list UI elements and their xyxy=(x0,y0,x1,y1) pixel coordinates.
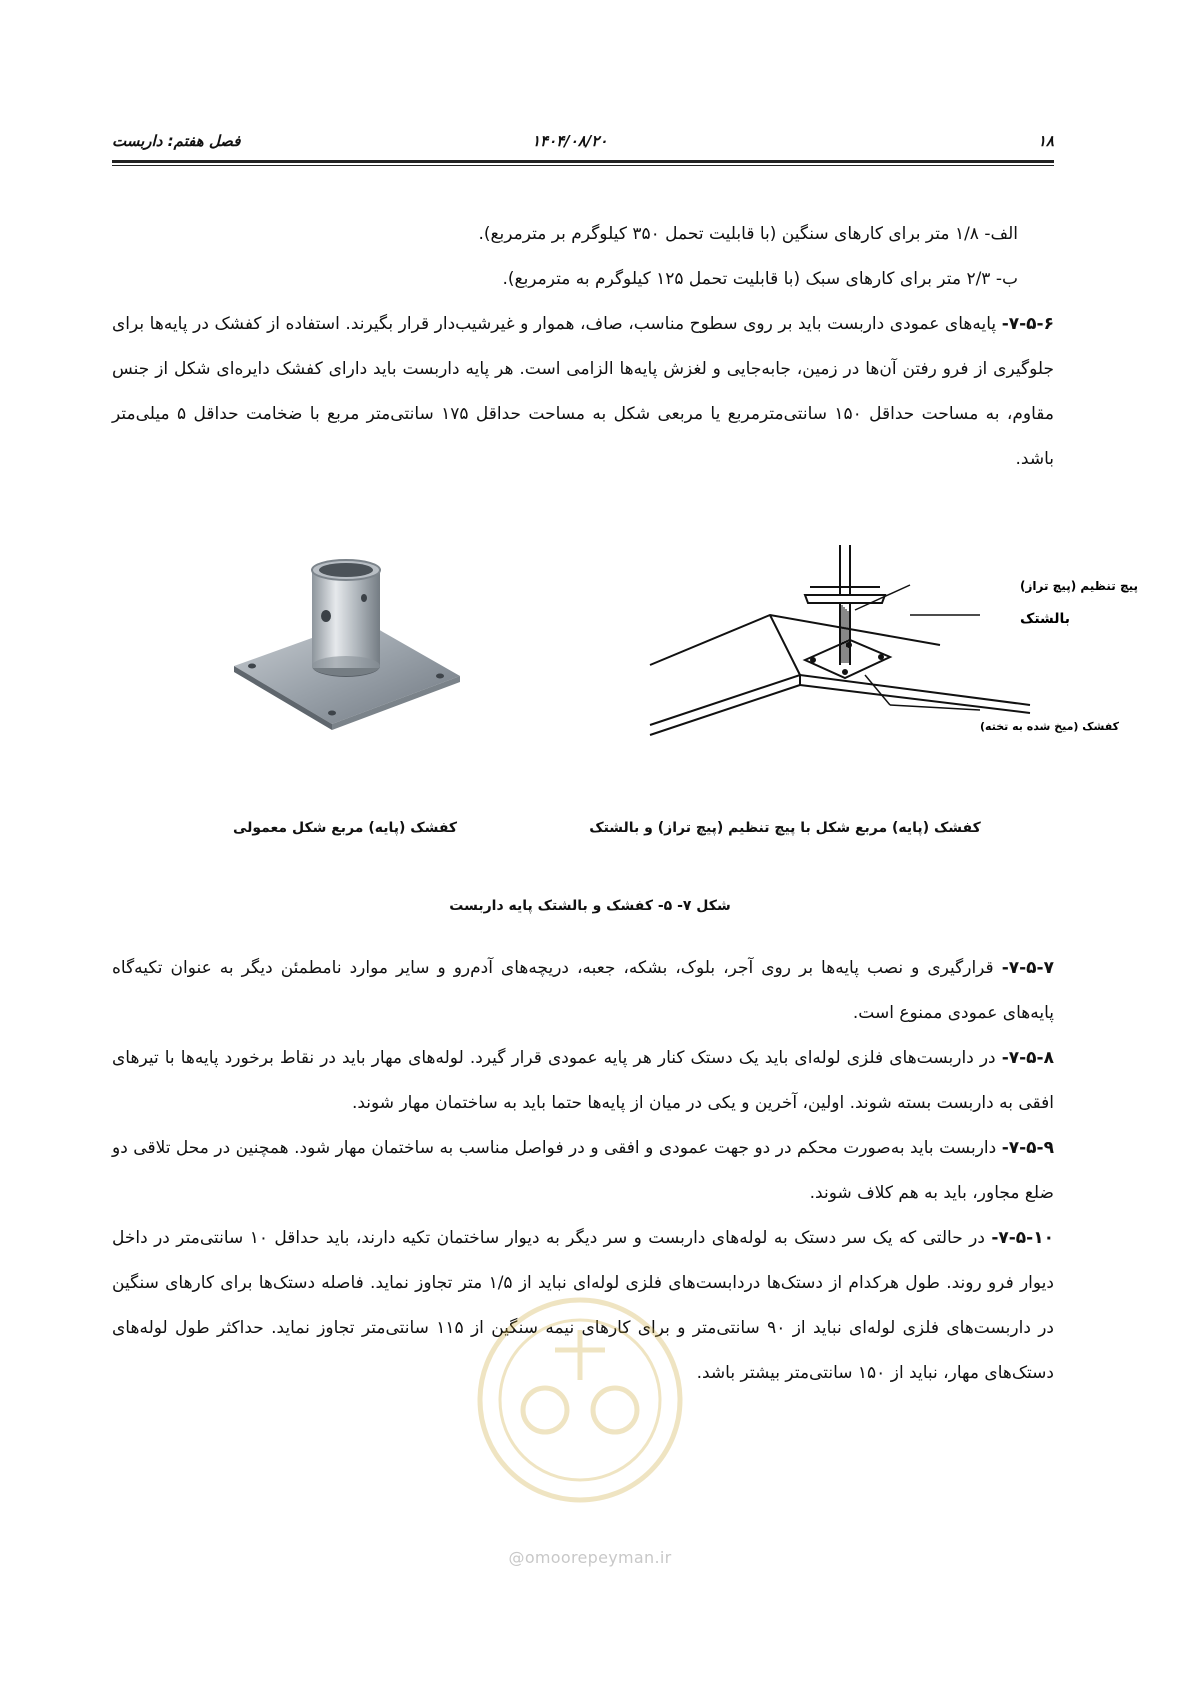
figure-title: شکل ۷- ۵- کفشک و بالشتک پایه داربست xyxy=(449,898,731,914)
clause-number: ۷-۵-۱۰- xyxy=(991,1228,1054,1248)
base-plate-photo xyxy=(224,558,464,778)
page-number: ۱۸ xyxy=(1037,132,1054,150)
label-base-plate: کفشک (میخ شده به تخته) xyxy=(980,720,1120,733)
caption-plain-base: کفشک (پایه) مربع شکل معمولی xyxy=(232,820,458,836)
header-rule-thick xyxy=(112,160,1054,163)
clause-6 xyxy=(112,302,1054,482)
clause-text: در حالتی که یک سر دستک به لوله‌های داربست و سر دیگر به دیوار ساختمان تکیه دارند، باید حداقل ۱۰ سانتی‌متر در داخل دیوار فرو روند. طول هرکدام از دستک‌ها دردابست‌های فلزی لوله‌ای نباید از ۱/۵ متر تجاوز نماید. فاصله دستک‌ها برای کارهای سنگین در داربست‌های فلزی لوله‌ای نباید از ۹۰ سانتی‌متر و برای کارهای نیمه سنگین از ۱۱۵ سانتی‌متر تجاوز نماید. حداکثر طول لوله‌های دستک‌های مهار، نباید از ۱۵۰ سانتی‌متر بیشتر باشد. xyxy=(112,1228,1055,1383)
intro-item-light: ب- ۲/۳ متر برای کارهای سبک (با قابلیت تحمل ۱۲۵ کیلوگرم به مترمربع). xyxy=(502,269,1018,289)
clause-number: ۷-۵-۶- xyxy=(1001,314,1054,334)
clause-text: در داربست‌های فلزی لوله‌ای باید یک دستک کنار هر پایه عمودی قرار گیرد. لوله‌های مهار باید در نقاط برخورد پایه‌ها با تیرهای افقی به داربست بسته شوند. اولین، آخرین و یکی در میان از پایه‌ها حتما باید به ساختمان مهار شوند. xyxy=(112,1048,1054,1113)
clause-7 xyxy=(112,946,1054,1036)
clause-8 xyxy=(112,1036,1054,1126)
chapter-title: فصل هفتم: داربست xyxy=(112,132,241,150)
label-adjust-screw: پیچ تنظیم (پیچ تراز) xyxy=(1020,579,1139,593)
header-date: ۱۴۰۴/۰۸/۲۰ xyxy=(532,132,608,150)
clause-text: داربست باید به‌صورت محکم در دو جهت عمودی و افقی و در فواصل مناسب به ساختمان مهار شود. همچنین در محل تلاقی دو ضلع مجاور، باید به هم کلاف شوند. xyxy=(112,1138,1054,1203)
watermark-text: @omoorepeyman.ir xyxy=(508,1548,672,1567)
intro-item-heavy: الف- ۱/۸ متر برای کارهای سنگین (با قابلیت تحمل ۳۵۰ کیلوگرم بر مترمربع). xyxy=(478,224,1018,244)
clause-number: ۷-۵-۷- xyxy=(1001,958,1054,978)
clause-number: ۷-۵-۸- xyxy=(1001,1048,1054,1068)
clause-number: ۷-۵-۹- xyxy=(1001,1138,1054,1158)
clause-9 xyxy=(112,1126,1054,1216)
base-jack-diagram xyxy=(650,545,1139,795)
intro-section xyxy=(112,212,1054,482)
watermark-seal xyxy=(470,1290,690,1510)
header-rule-thin xyxy=(112,165,1054,166)
clause-text: قرارگیری و نصب پایه‌ها بر روی آجر، بلوک، بشکه، جعبه، دریچه‌های آدم‌رو و سایر موارد نامطمئن دیگر به عنوان تکیه‌گاه پایه‌های عمودی ممنوع است. xyxy=(112,958,1054,1023)
label-sole-board: بالشتک xyxy=(1020,611,1071,627)
clause-text: پایه‌های عمودی داربست باید بر روی سطوح مناسب، صاف، هموار و غیرشیب‌دار قرار بگیرند. استفاده از کفشک در پایه‌ها برای جلوگیری از فرو رفتن آن‌ها در زمین، جابه‌جایی و لغزش پایه‌ها الزامی است. هر پایه داربست باید دارای کفشک دایره‌ای شکل از جنس مقاوم، به مساحت حداقل ۱۵۰ سانتی‌مترمربع یا مربعی شکل به مساحت حداقل ۱۷۵ سانتی‌متر مربع با ضخامت حداقل ۵ میلی‌متر باشد. xyxy=(112,314,1054,469)
caption-jack-base: کفشک (پایه) مربع شکل با پیچ تنظیم (پیچ تراز) و بالشتک xyxy=(589,820,981,836)
